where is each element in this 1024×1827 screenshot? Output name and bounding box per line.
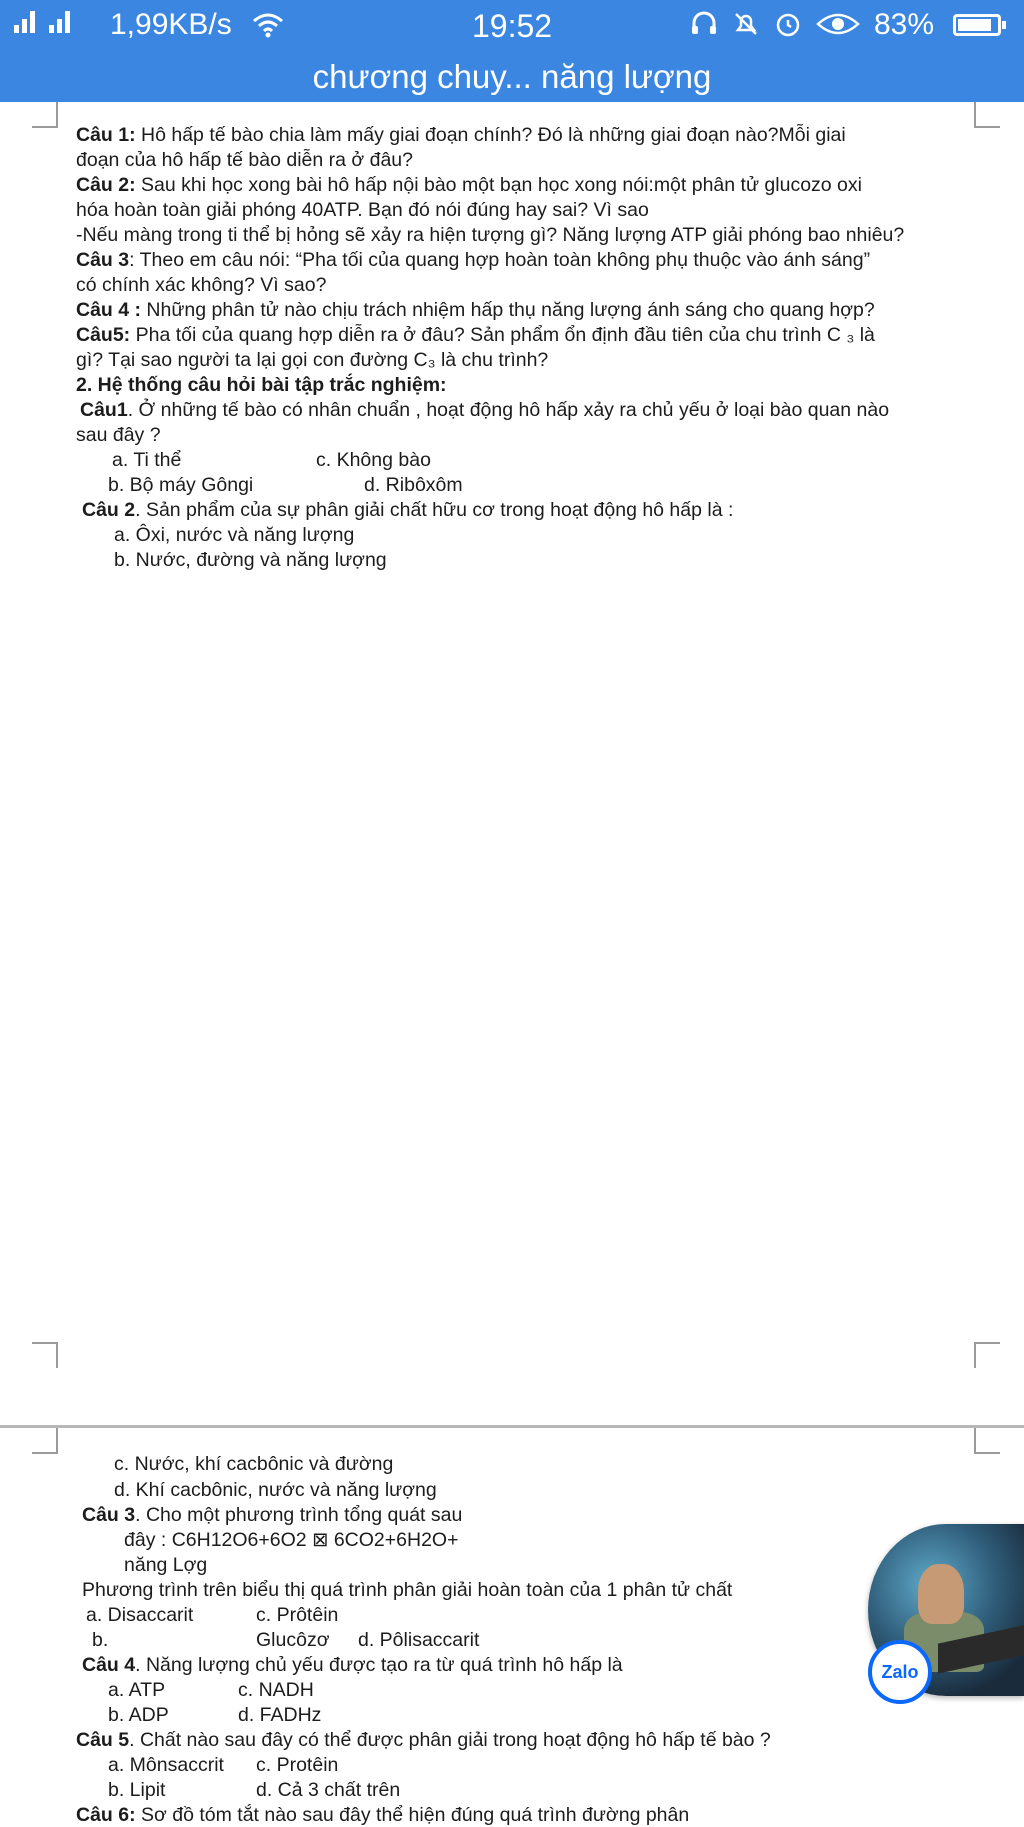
line-text: . Chất nào sau đây có thể được phân giải trong hoạt động hô hấp tế bào ? xyxy=(129,1729,771,1751)
question-label: 2. Hệ thống câu hỏi bài tập trắc nghiệm: xyxy=(76,374,447,396)
page2-line xyxy=(82,1578,732,1602)
page1-line xyxy=(76,198,649,222)
page2-line xyxy=(92,1628,108,1652)
status-bar xyxy=(0,0,1024,52)
question-label: Câu 2: xyxy=(76,174,136,196)
page2-line xyxy=(108,1778,165,1802)
line-text: c. NADH xyxy=(238,1679,314,1701)
page1-line xyxy=(76,323,875,347)
page1-line xyxy=(76,273,326,297)
page2-line xyxy=(82,1653,623,1677)
question-label: Câu 4 xyxy=(82,1654,136,1676)
line-text: sau đây ? xyxy=(76,424,161,446)
page2-line xyxy=(76,1728,771,1752)
line-text: Hô hấp tế bào chia làm mấy giai đoạn chính? Đó là những giai đoạn nào?Mỗi giai xyxy=(135,124,846,146)
page1-line xyxy=(76,123,846,147)
line-text: Sơ đồ tóm tắt nào sau đây thể hiện đúng quá trình đường phân xyxy=(135,1804,690,1826)
page-corner-mark xyxy=(974,1342,1000,1368)
line-text: gì? Tại sao người ta lại gọi con đường C₃ là chu trình? xyxy=(76,349,549,371)
line-text: a. Ti thể xyxy=(112,449,182,471)
question-label: Câu 1: xyxy=(76,124,136,146)
page1-line xyxy=(76,373,447,397)
zalo-badge[interactable]: Zalo xyxy=(868,1640,932,1704)
page1-line xyxy=(364,473,463,497)
page1-line xyxy=(114,523,354,547)
line-text: a. Mônsaccrit xyxy=(108,1754,224,1776)
page2-line xyxy=(76,1803,689,1827)
line-text: d. Pôlisaccarit xyxy=(358,1629,480,1651)
line-text: Glucôzơ xyxy=(256,1629,330,1651)
page2-line xyxy=(238,1678,314,1702)
line-text: đoạn của hô hấp tế bào diễn ra ở đâu? xyxy=(76,149,413,171)
line-text: d. Ribôxôm xyxy=(364,474,463,496)
page1-line xyxy=(76,248,870,272)
line-text: b. xyxy=(92,1629,109,1651)
line-text: a. Disaccarit xyxy=(86,1604,194,1626)
page1-line xyxy=(76,298,875,322)
line-text: Sau khi học xong bài hô hấp nội bào một bạn học xong nói:một phân tử glucozo oxi xyxy=(135,174,862,196)
line-text: c. Nước, khí cacbônic và đường xyxy=(114,1453,394,1475)
mute-bell-icon xyxy=(732,10,760,46)
page2-line xyxy=(108,1678,165,1702)
page2-line xyxy=(86,1603,193,1627)
page1-line xyxy=(112,448,181,472)
line-text: : Theo em câu nói: “Pha tối của quang hợp hoàn toàn không phụ thuộc vào ánh sáng” xyxy=(129,249,871,271)
line-text: hóa hoàn toàn giải phóng 40ATP. Bạn đó nói đúng hay sai? Vì sao xyxy=(76,199,649,221)
question-label: Câu 5 xyxy=(76,1729,130,1751)
page2-line xyxy=(256,1603,338,1627)
page1-line xyxy=(108,473,253,497)
line-text: d. FADHz xyxy=(238,1704,322,1726)
document-title: chương chuy... năng lượng xyxy=(0,52,1024,102)
question-label: Câu1 xyxy=(80,399,128,421)
line-text: b. Lipit xyxy=(108,1779,166,1801)
page2-line xyxy=(256,1753,338,1777)
line-text: . Ở những tế bào có nhân chuẩn , hoạt động hô hấp xảy ra chủ yếu ở loại bào quan nào xyxy=(127,399,890,421)
battery-percent: 83% xyxy=(874,8,935,41)
page-corner-mark xyxy=(32,102,58,128)
line-text: c. Protêin xyxy=(256,1754,339,1776)
page2-line xyxy=(114,1478,437,1502)
clock: 19:52 xyxy=(472,8,553,44)
line-text: c. Không bào xyxy=(316,449,431,471)
line-text: d. Khí cacbônic, nước và năng lượng xyxy=(114,1479,437,1501)
wifi-icon xyxy=(252,12,284,46)
page2-line xyxy=(108,1703,169,1727)
page2-line xyxy=(124,1553,207,1577)
line-text: đây : C6H12O6+6O2 ⊠ 6CO2+6H2O+ xyxy=(124,1529,459,1551)
page1-line xyxy=(80,398,889,422)
line-text: năng Lợg xyxy=(124,1554,208,1576)
page2-line xyxy=(358,1628,479,1652)
question-label: Câu 2 xyxy=(82,499,136,521)
line-text: Phương trình trên biểu thị quá trình phân giải hoàn toàn của 1 phân tử chất xyxy=(82,1579,733,1601)
network-speed: 1,99KB/s xyxy=(110,8,232,41)
line-text: b. ADP xyxy=(108,1704,169,1726)
line-text: b. Nước, đường và năng lượng xyxy=(114,549,387,571)
line-text: c. Prôtêin xyxy=(256,1604,339,1626)
question-label: Câu 6: xyxy=(76,1804,136,1826)
page-corner-mark xyxy=(32,1428,58,1454)
line-text: b. Bộ máy Gôngi xyxy=(108,474,254,496)
alarm-icon xyxy=(774,10,802,46)
line-text: a. Ôxi, nước và năng lượng xyxy=(114,524,355,546)
page2-line xyxy=(108,1753,224,1777)
question-label: Câu 3 xyxy=(82,1504,136,1526)
page-divider xyxy=(0,1425,1024,1428)
page2-line xyxy=(256,1628,329,1652)
signal-icon xyxy=(14,11,70,33)
eye-icon xyxy=(816,10,862,46)
line-text: a. ATP xyxy=(108,1679,166,1701)
line-text: . Cho một phương trình tổng quát sau xyxy=(135,1504,463,1526)
page2-line xyxy=(114,1452,393,1476)
line-text: có chính xác không? Vì sao? xyxy=(76,274,327,296)
page1-line xyxy=(76,423,161,447)
line-text: . Năng lượng chủ yếu được tạo ra từ quá trình hô hấp là xyxy=(135,1654,623,1676)
page1-line xyxy=(76,223,904,247)
page1-line xyxy=(76,173,862,197)
page2-line xyxy=(256,1778,400,1802)
line-text: d. Cả 3 chất trên xyxy=(256,1779,401,1801)
question-label: Câu 3 xyxy=(76,249,130,271)
page2-line xyxy=(82,1503,462,1527)
line-text: Những phân tử nào chịu trách nhiệm hấp thụ năng lượng ánh sáng cho quang hợp? xyxy=(141,299,875,321)
page1-line xyxy=(114,548,387,572)
page-corner-mark xyxy=(974,1428,1000,1454)
page1-line xyxy=(76,148,413,172)
question-label: Câu5: xyxy=(76,324,131,346)
question-label: Câu 4 : xyxy=(76,299,142,321)
line-text: -Nếu màng trong ti thể bị hỏng sẽ xảy ra hiện tượng gì? Năng lượng ATP giải phóng bao nhiêu? xyxy=(76,224,905,246)
headset-icon xyxy=(690,10,718,46)
page1-line xyxy=(76,348,548,372)
page2-line xyxy=(124,1528,458,1552)
page-corner-mark xyxy=(974,102,1000,128)
line-text: . Sản phẩm của sự phân giải chất hữu cơ trong hoạt động hô hấp là : xyxy=(135,499,734,521)
page2-line xyxy=(238,1703,321,1727)
page1-line xyxy=(316,448,431,472)
page-corner-mark xyxy=(32,1342,58,1368)
page1-line xyxy=(82,498,733,522)
battery-icon xyxy=(953,14,1001,36)
line-text: Pha tối của quang hợp diễn ra ở đâu? Sản phẩm ổn định đầu tiên của chu trình C ₃ là xyxy=(130,324,875,346)
